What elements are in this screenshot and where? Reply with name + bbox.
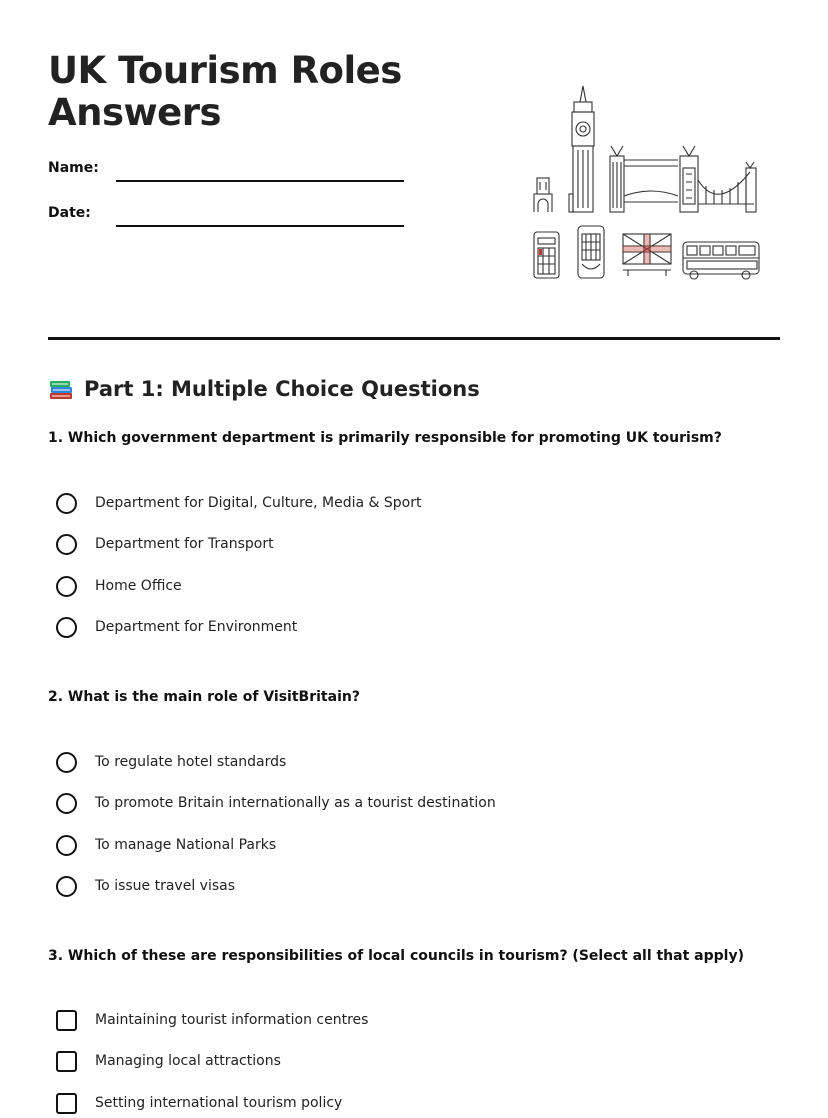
- q2-option-2[interactable]: [56, 790, 496, 816]
- radio-button[interactable]: [56, 493, 77, 514]
- radio-button[interactable]: [56, 835, 77, 856]
- checkbox[interactable]: [56, 1051, 77, 1072]
- question-3: 3. Which of these are responsibilities of local councils in tourism? (Select all that apply): [48, 948, 744, 964]
- q2-option-4[interactable]: [56, 873, 235, 899]
- q2-option-3[interactable]: [56, 832, 276, 858]
- double-decker-bus-icon: [683, 242, 759, 279]
- q1-option-4[interactable]: [56, 614, 297, 640]
- option-label: Maintaining tourist information centres: [95, 1012, 369, 1028]
- radio-button[interactable]: [56, 576, 77, 597]
- q3-option-3[interactable]: [56, 1090, 342, 1116]
- part1-heading: [48, 374, 480, 404]
- radio-button[interactable]: [56, 534, 77, 555]
- option-label: To regulate hotel standards: [95, 754, 287, 770]
- radio-button[interactable]: [56, 793, 77, 814]
- big-ben-icon: [569, 86, 594, 212]
- option-label: Department for Environment: [95, 619, 298, 635]
- option-label: To promote Britain internationally as a tourist destination: [95, 795, 496, 811]
- radio-button[interactable]: [56, 617, 77, 638]
- question-1: 1. Which government department is primarily responsible for promoting UK tourism?: [48, 430, 722, 446]
- q1-option-2[interactable]: [56, 531, 274, 557]
- name-label: Name:: [48, 160, 99, 176]
- name-field[interactable]: [116, 180, 404, 182]
- title-line-2: Answers: [48, 91, 222, 134]
- checkbox[interactable]: [56, 1093, 77, 1114]
- q1-option-3[interactable]: [56, 573, 182, 599]
- radio-button[interactable]: [56, 752, 77, 773]
- tower-bridge-icon: [610, 146, 756, 212]
- date-label: Date:: [48, 205, 91, 221]
- option-label: Home Office: [95, 578, 182, 594]
- q3-option-1[interactable]: [56, 1007, 368, 1033]
- option-label: To issue travel visas: [95, 878, 236, 894]
- q1-option-1[interactable]: [56, 490, 421, 516]
- q2-option-1[interactable]: [56, 749, 286, 775]
- option-label: Department for Transport: [95, 536, 274, 552]
- option-label: Managing local attractions: [95, 1053, 281, 1069]
- radio-button[interactable]: [56, 876, 77, 897]
- page-title: [48, 50, 402, 134]
- option-label: Setting international tourism policy: [95, 1095, 343, 1111]
- books-icon: [48, 377, 74, 401]
- checkbox[interactable]: [56, 1010, 77, 1031]
- date-field[interactable]: [116, 225, 404, 227]
- part1-title: Part 1: Multiple Choice Questions: [84, 377, 480, 401]
- phone-box-icon: [534, 232, 559, 278]
- title-line-1: UK Tourism Roles: [48, 49, 402, 92]
- option-label: To manage National Parks: [95, 837, 277, 853]
- section-divider: [48, 337, 780, 340]
- q3-option-2[interactable]: [56, 1048, 281, 1074]
- question-2: 2. What is the main role of VisitBritain?: [48, 689, 360, 705]
- london-landmarks-illustration: [528, 84, 762, 284]
- option-label: Department for Digital, Culture, Media & Sport: [95, 495, 422, 511]
